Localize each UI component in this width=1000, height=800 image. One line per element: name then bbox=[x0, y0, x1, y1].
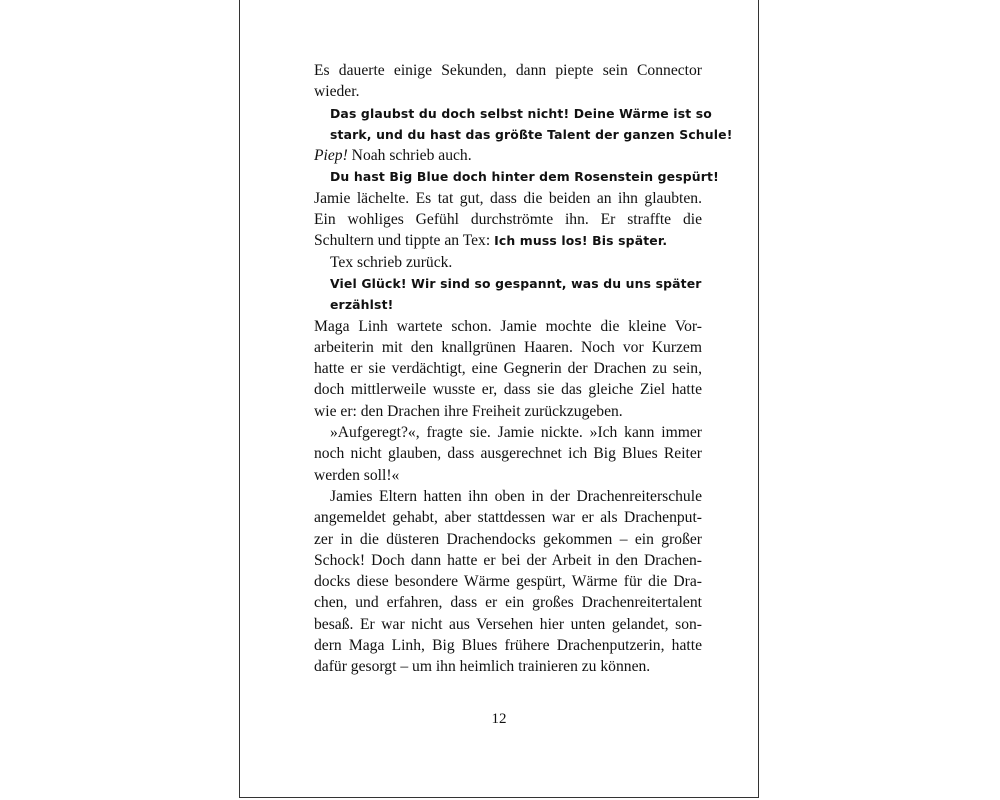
text-line: Jamie lächelte. Es tat gut, dass die beiden an ihn glaubten. bbox=[314, 189, 702, 207]
text-fragment: Schultern und tippte an Tex: bbox=[314, 232, 495, 250]
text-line bbox=[314, 145, 702, 166]
message-line: stark, und du hast das größte Talent der ganzen Schule! bbox=[330, 126, 733, 142]
text-line: zer in die düsteren Drachendocks gekommen – ein großer bbox=[314, 530, 702, 548]
text-line: Tex schrieb zurück. bbox=[330, 253, 453, 271]
text-line: chen, und erfahren, dass er ein großes Drachenreitertalent bbox=[314, 594, 702, 612]
sound-word: Piep! bbox=[314, 147, 348, 165]
text-line: dern Maga Linh, Big Blues frühere Drachenputzerin, hatte bbox=[314, 637, 702, 655]
body-text bbox=[314, 60, 733, 678]
message-line: Das glaubst du doch selbst nicht! Deine Wärme ist so bbox=[330, 105, 712, 121]
text-line: Maga Linh wartete schon. Jamie mochte die kleine Vor- bbox=[314, 317, 702, 335]
page-number: 12 bbox=[491, 711, 507, 727]
text-line bbox=[314, 230, 702, 251]
text-line: besaß. Er war nicht aus Versehen hier unten gelandet, son- bbox=[314, 615, 702, 633]
text-line: dafür gesorgt – um ihn heimlich trainieren zu können. bbox=[314, 658, 651, 676]
text-line: doch mittlerweile wusste er, dass sie das gleiche Ziel hatte bbox=[314, 381, 702, 399]
message-line: Viel Glück! Wir sind so gespannt, was du uns später bbox=[330, 275, 702, 291]
text-line: angemeldet gehabt, aber stattdessen war er als Drachenput- bbox=[314, 509, 702, 527]
text-line: Schock! Doch dann hatte er bei der Arbeit in den Drachen- bbox=[314, 551, 702, 569]
text-line: Jamies Eltern hatten ihn oben in der Drachenreiterschule bbox=[330, 487, 702, 505]
text-line: docks diese besondere Wärme gespürt, Wärme für die Dra- bbox=[314, 573, 702, 591]
text-line: arbeiterin mit den knallgrünen Haaren. Noch vor Kurzem bbox=[314, 338, 702, 356]
text-line: wie er: den Drachen ihre Freiheit zurückzugeben. bbox=[314, 402, 623, 420]
message-inline: Ich muss los! Bis später. bbox=[494, 233, 668, 249]
text-line: Es dauerte einige Sekunden, dann piepte sein Connector bbox=[314, 62, 702, 79]
book-page bbox=[239, 0, 759, 798]
text-fragment: Noah schrieb auch. bbox=[347, 147, 472, 165]
text-line: Ein wohliges Gefühl durchströmte ihn. Er straffte die bbox=[314, 211, 702, 229]
text-line: wieder. bbox=[314, 83, 360, 101]
message-line: erzählst! bbox=[330, 297, 394, 313]
text-line: noch nicht glauben, dass ausgerechnet ich Big Blues Reiter bbox=[314, 445, 702, 463]
text-line: »Aufgeregt?«, fragte sie. Jamie nickte. »Ich kann immer bbox=[330, 424, 702, 442]
message-line: Du hast Big Blue doch hinter dem Rosenstein gespürt! bbox=[330, 169, 719, 185]
text-line: hatte er sie verdächtigt, eine Gegnerin der Drachen zu sein, bbox=[314, 360, 702, 378]
text-line: werden soll!« bbox=[314, 466, 400, 484]
